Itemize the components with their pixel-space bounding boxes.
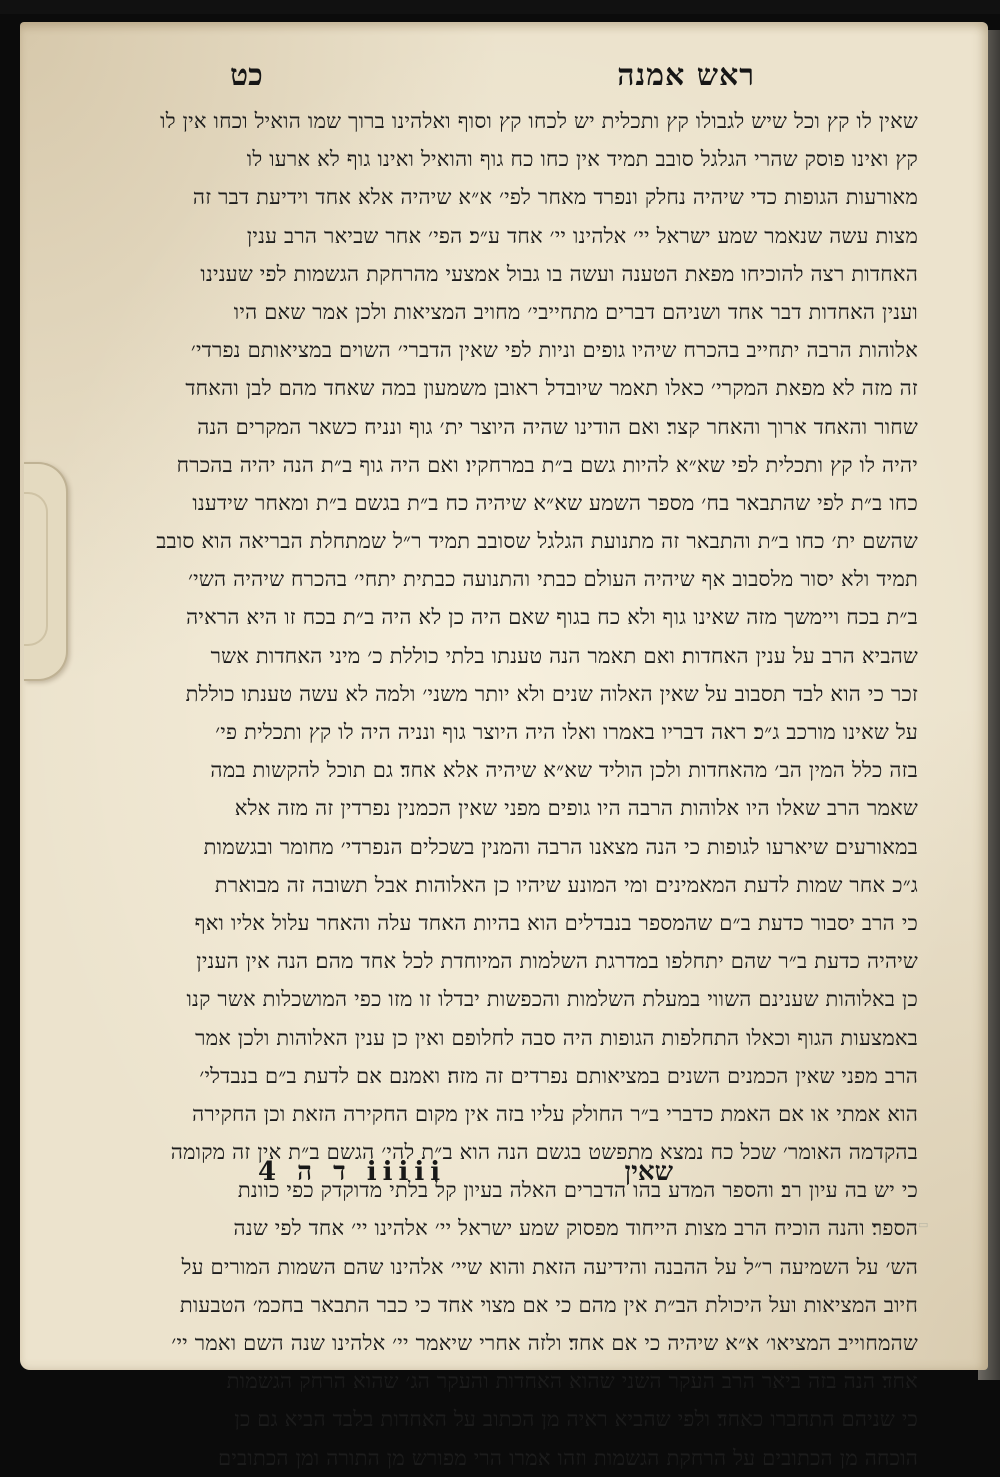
- text-line: האחדות רצה להוכיחו מפאת הטענה ועשה בו גבול אמצעי מהרחקת הגשמות לפי שענינו: [200, 261, 918, 286]
- text-line: ב״ת בכח ויימשך מזה שאינו גוף ולא כח בגוף שאם היה כן לא היה ב״ת בכח זו היא הראיה: [186, 605, 918, 630]
- text-line: זכר כי הוא לבד תסבוב על שאין האלוה שנים ולא יותר משני׳ ולמה לא עשה טענתו כוללת: [185, 681, 918, 706]
- text-line: כי יש בה עיון רב׃ והספר המדע בהו הדברים האלה בעיון קל בלתי מדוקדק כפי כוונת: [237, 1178, 918, 1203]
- text-line: בהקדמה האומר׳ שכל כח נמצא מתפשט בגשם הנה הוא ב״ת להי׳ הגשם ב״ת אין זה מקומה: [170, 1140, 918, 1165]
- text-line: כי הרב יסבור כדעת ב״ם שהמספר בנבדלים הוא בהיות האחד עלה והאחר עלול אליו ואף: [194, 910, 918, 935]
- text-line: שאמר הרב שאלו היו אלוהות הרבה היו גופים מפני שאין הכמנין נפרדין זה מזה אלא: [234, 796, 918, 821]
- text-line: שהשם ית׳ כחו ב״ת והתבאר זה מתנועת הגלגל שסובב תמיד ר״ל שמתחלת הבריאה הוא סובב: [156, 529, 918, 554]
- text-line: על שאינו מורכב ג״כ׃ ראה דבריו באמרו ואלו היה היוצר גוף ונניה היה לו קץ ותכלית פי׳: [215, 720, 918, 744]
- text-line: מאורעות הגופות כדי שיהיה נחלק ונפרד מאחר לפי׳ א״א שיהיה אלא אחד וידיעת דבר זה: [192, 185, 918, 210]
- text-line: שהמחוייב המציאו׳ א״א שיהיה כי אם אחד׃ ולזה אחרי שיאמר יי׳ אלהינו שנה השם ואמר יי׳: [171, 1331, 918, 1355]
- text-line: וענין האחדות דבר אחד ושניהם דברים מתחייבי׳ מחויב המציאות ולכן אמר שאם היו: [233, 299, 918, 324]
- text-line: תמיד ולא יסור מלסבוב אף שיהיה העולם כבתי והתנועה כבתית יתחי׳ בהכרח שיהיה השי׳: [188, 567, 918, 592]
- text-line: ג״כ אחר שמות לדעת המאמינים ומי המונע שיהיו כן האלוהות׃ אבל תשובה זה מבוארת: [214, 872, 918, 897]
- body-text: [156, 102, 918, 1477]
- scan-top-border: [0, 0, 1000, 14]
- text-line: במאורעים שיארעו לגופות כי הנה מצאנו הרבה והמנין בשכלים הנפרדי׳ מחומר ובגשמות: [203, 834, 918, 859]
- text-line: כן באלוהות שענינם השווי במעלת השלמות והכפשות יבדלו זו מזו כפי המושכלות אשר קנו: [186, 987, 918, 1012]
- signature-mark: ד ה 4 iiiii: [258, 1157, 447, 1187]
- text-line: הרב מפני שאין הכמנים השנים במציאותם נפרדים זה מזה׃ ואמנם אם לדעת ב״ם בנבדלי׳: [199, 1063, 918, 1088]
- folio-number: כט: [230, 58, 263, 93]
- text-line: הוכחה מן הכתובים על הרחקת הגשמות וזהו אמרו הרי מפורש מן התורה ומן הכתובים: [218, 1445, 918, 1470]
- page-footer: [258, 1157, 673, 1197]
- text-line: בזה כלל המין הב׳ מהאחדות ולכן הוליד שא״א שיהיה אלא אחד׃ גם תוכל להקשות במה: [210, 758, 918, 783]
- text-line: שיהיה כדעת ב״ר שהם יתחלפו במדרגת השלמות המיוחדת לכל אחד מהם׃ הנה אין הענין: [196, 949, 918, 974]
- text-line: הוא אמתי או אם האמת כדברי ב״ר החולק עליו בזה אין מקום החקירה הזאת וכן החקירה: [192, 1101, 918, 1126]
- text-line: שאין לו קץ וכל שיש לגבולו קץ ותכלית יש לכחו קץ וסוף ואלהינו ברוך שמו הואיל וכחו אין לו: [160, 109, 918, 133]
- text-line: חיוב המציאות ועל היכולת הב״ת אין מהם כי אם מצוי אחד כי כבר התבאר בחכמ׳ הטבעות: [179, 1292, 918, 1317]
- text-line: אלוהות הרבה יתחייב בהכרח שיהיו גופים וניות לפי שאין הדברי׳ השוים במציאותם נפרדי׳: [190, 338, 918, 363]
- page-clip: [24, 462, 68, 681]
- catchword: שאין: [624, 1157, 673, 1187]
- text-line: אחד׃ הנה בזה ביאר הרב העקר השני שהוא האחדות והעקר הג׳ שהוא הרחק הגשמות: [226, 1369, 918, 1394]
- text-line: כי שניהם התחברו כאחד׃ ולפי שהביא ראיה מן הכתוב על האחדות בלבד הביא גם כן: [234, 1407, 918, 1432]
- text-line: באמצעות הגוף וכאלו התחלפות הגופות היה סבה לחלופם ואין כן ענין האלוהות ולכן אמר: [195, 1025, 918, 1050]
- text-line: הספר׃ והנה הוכיח הרב מצות הייחוד מפסוק שמע ישראל יי׳ אלהינו יי׳ אחד לפי שנה: [233, 1216, 918, 1241]
- text-line: כחו ב״ת לפי שהתבאר בח׳ מספר השמע שא״א שיהיה כח ב״ת בגשם ב״ת ומאחר שידענו: [192, 490, 918, 515]
- text-line: שהביא הרב על ענין האחדות׃ ואם תאמר הנה טענתו בלתי כוללת כ׳ מיני האחדות אשר: [210, 643, 918, 668]
- text-line: מצות עשה שנאמר שמע ישראל יי׳ אלהינו יי׳ אחד ע״כ׃ הפי׳ אחר שביאר הרב ענין: [246, 223, 918, 248]
- text-line: שחור והאחד ארוך והאחר קצר׃ ואם הודינו שהיה היוצר ית׳ גוף ונניח כשאר המקרים הנה: [197, 414, 918, 439]
- text-line: הש׳ על השמיעה ר״ל על ההבנה והידיעה הזאת והוא שיי׳ אלהינו שהם השמות המורים על: [181, 1254, 918, 1279]
- text-line: זה מזה לא מפאת המקרי׳ כאלו תאמר שיובדל ראובן משמעון במה שאחד מהם לבן והאחד: [185, 376, 918, 401]
- text-line: יהיה לו קץ ותכלית לפי שא״א להיות גשם ב״ת במרחקיו׃ ואם היה גוף ב״ת הנה יהיה בהכרח: [176, 452, 918, 477]
- running-head: ראש אמנה: [617, 58, 755, 93]
- page-clip-slot: [24, 492, 48, 646]
- library-stamp-mark: ▭: [918, 1218, 929, 1231]
- text-line: קץ ואינו פוסק שהרי הגלגל סובב תמיד אין כחו כח גוף והואיל ואינו גוף לא ארעו לו: [246, 147, 918, 172]
